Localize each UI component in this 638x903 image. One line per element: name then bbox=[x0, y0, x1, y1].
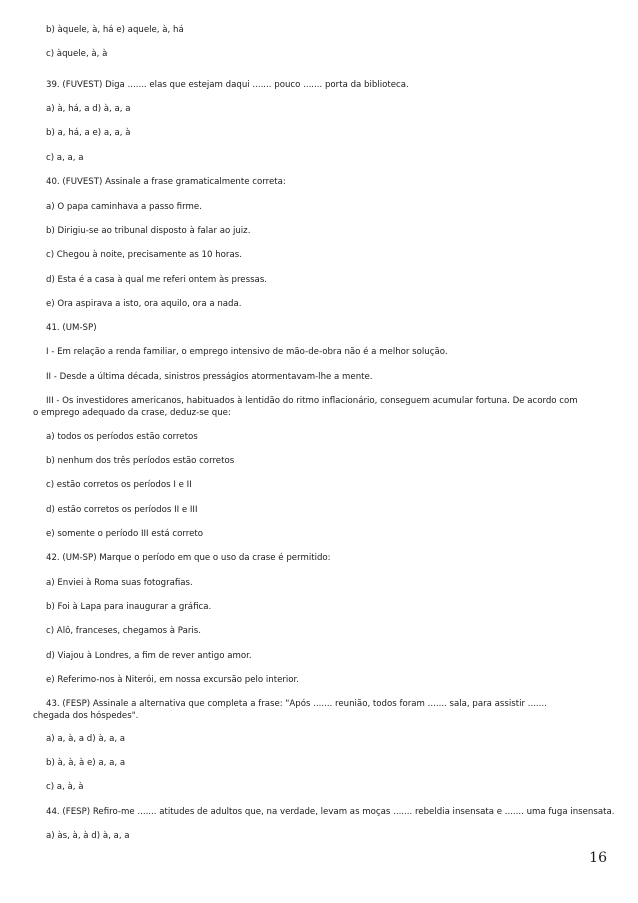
text-line: a) à, há, a d) à, a, a bbox=[46, 104, 131, 114]
text-line: b) Foi à Lapa para inaugurar a gráfica. bbox=[46, 602, 212, 612]
text-line: c) a, a, a bbox=[46, 153, 84, 163]
question-41: 41. (UM-SP) bbox=[46, 323, 97, 333]
text-line: II - Desde a última década, sinistros presságios atormentavam-lhe a mente. bbox=[46, 372, 373, 382]
text-line: I - Em relação a renda familiar, o emprego intensivo de mão-de-obra não é a melhor solução. bbox=[46, 347, 448, 357]
text-line: b) nenhum dos três períodos estão corretos bbox=[46, 456, 235, 466]
text-line: a) todos os períodos estão corretos bbox=[46, 432, 198, 442]
text-line: b) a, há, a e) a, a, à bbox=[46, 128, 131, 138]
text-line: d) estão corretos os períodos II e III bbox=[46, 505, 198, 515]
text-line: c) estão corretos os períodos I e II bbox=[46, 480, 192, 490]
question-43: 43. (FESP) Assinale a alternativa que completa a frase: "Após ....... reunião, todos foram ....... sala, para assistir ....... chegada dos hóspedes". bbox=[33, 699, 547, 721]
text-line: e) somente o período III está correto bbox=[46, 529, 204, 539]
text-line: c) àquele, à, à bbox=[46, 49, 108, 59]
text-paragraph: III - Os investidores americanos, habituados à lentidão do ritmo inflacionário, conseguem acumular fortuna. De acordo com o emprego adequado da crase, deduz-se que: bbox=[33, 396, 578, 418]
page-number: 16 bbox=[589, 850, 607, 866]
text-line: c) Chegou à noite, precisamente as 10 horas. bbox=[46, 250, 242, 260]
question-39: 39. (FUVEST) Diga ....... elas que estejam daqui ....... pouco ....... porta da biblioteca. bbox=[46, 80, 409, 90]
text-line: a) às, à, à d) à, a, a bbox=[46, 831, 130, 841]
text-line: d) Viajou à Londres, a fim de rever antigo amor. bbox=[46, 651, 252, 661]
text-line: b) àquele, à, há e) aquele, à, há bbox=[46, 25, 184, 35]
text-line: e) Ora aspirava a isto, ora aquilo, ora a nada. bbox=[46, 299, 242, 309]
text-line: a) Enviei à Roma suas fotografias. bbox=[46, 578, 193, 588]
text-line: a) a, à, a d) à, a, a bbox=[46, 734, 126, 744]
text-line: d) Esta é a casa à qual me referi ontem às pressas. bbox=[46, 275, 268, 285]
text-line: b) à, à, à e) a, a, a bbox=[46, 758, 126, 768]
text-line: c) a, à, à bbox=[46, 782, 84, 792]
question-44: 44. (FESP) Refiro-me ....... atitudes de adultos que, na verdade, levam as moças ....... rebeldia insensata e ....... uma fuga insensata. bbox=[46, 807, 615, 817]
text-line: e) Referimo-nos à Niterói, em nossa excursão pelo interior. bbox=[46, 675, 300, 685]
text-line: c) Alô, franceses, chegamos à Paris. bbox=[46, 626, 201, 636]
question-42: 42. (UM-SP) Marque o período em que o uso da crase é permitido: bbox=[46, 553, 331, 563]
text-line: a) O papa caminhava a passo firme. bbox=[46, 202, 202, 212]
text-line: b) Dirigiu-se ao tribunal disposto à falar ao juiz. bbox=[46, 226, 251, 236]
question-40: 40. (FUVEST) Assinale a frase gramaticalmente correta: bbox=[46, 177, 286, 187]
